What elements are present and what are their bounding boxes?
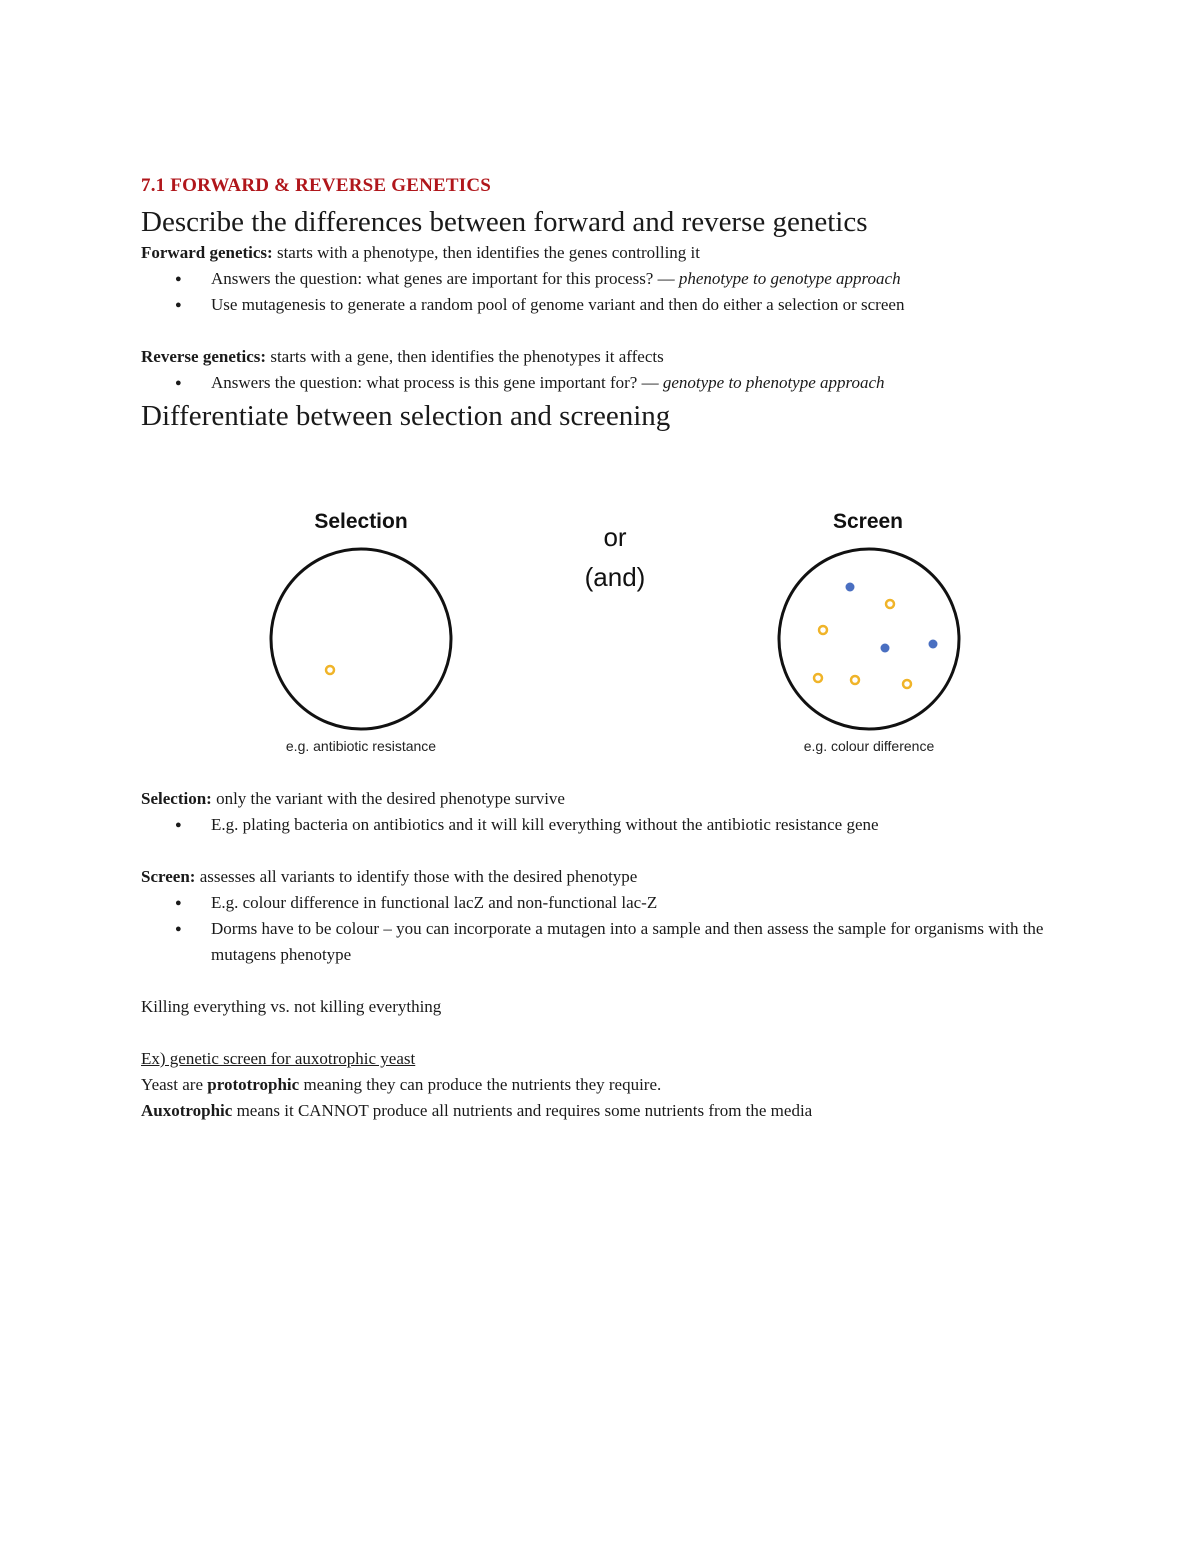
bullet-text: Use mutagenesis to generate a random pool of genome variant and then do either a selection or screen [211, 295, 905, 314]
lower-section [141, 786, 1061, 1124]
screen-caption: e.g. colour difference [803, 738, 935, 754]
heading-selection-screening: Differentiate between selection and screening [141, 400, 671, 432]
forward-genetics-text: starts with a phenotype, then identifies the genes controlling it [272, 243, 700, 262]
list-item: ● E.g. colour difference in functional lacZ and non-functional lac-Z [211, 890, 1061, 916]
selection-screen-diagram [260, 500, 980, 760]
bullet-italic: genotype to phenotype approach [662, 373, 885, 392]
colony-yellow [886, 600, 894, 608]
colony-blue [846, 583, 855, 592]
yeast-post: meaning they can produce the nutrients they require. [299, 1075, 662, 1094]
selection-title: Selection [314, 510, 408, 533]
list-item: ● Dorms have to be colour – you can incorporate a mutagen into a sample and then assess the sample for organisms with the mutagens phenotype [211, 916, 1061, 968]
selection-list [141, 812, 1061, 838]
selection-plate [271, 549, 451, 729]
reverse-genetics-paragraph [141, 344, 1061, 370]
forward-genetics-label: Forward genetics: [141, 243, 273, 262]
list-item [211, 370, 1061, 396]
colony-yellow [819, 626, 827, 634]
auxo-bold: Auxotrophic [141, 1101, 233, 1120]
bullet-text: Answers the question: what process is this gene important for? — [211, 373, 663, 392]
auxotrophic-paragraph [141, 1098, 1061, 1124]
screen-label: Screen: [141, 867, 196, 886]
and-label: (and) [584, 562, 646, 592]
reverse-genetics-text: starts with a gene, then identifies the phenotypes it affects [266, 347, 664, 366]
auxo-post: means it CANNOT produce all nutrients and requires some nutrients from the media [232, 1101, 813, 1120]
screen-text: assesses all variants to identify those with the desired phenotype [195, 867, 638, 886]
screen-list [141, 890, 1061, 968]
screen-plate [779, 549, 959, 729]
forward-genetics-list [141, 266, 1061, 318]
yeast-paragraph [141, 1072, 1061, 1098]
forward-genetics-paragraph [141, 240, 1061, 266]
screen-paragraph [141, 864, 1061, 890]
list-item [211, 292, 1061, 318]
killing-line: Killing everything vs. not killing everything [141, 997, 442, 1016]
colony-yellow [814, 674, 822, 682]
colony-yellow [851, 676, 859, 684]
or-label: or [603, 522, 627, 552]
example-title: Ex) genetic screen for auxotrophic yeast [141, 1049, 416, 1068]
document-page [141, 172, 1061, 434]
list-item: ● E.g. plating bacteria on antibiotics and it will kill everything without the antibiotic resistance gene [211, 812, 1061, 838]
bullet-italic: phenotype to genotype approach [678, 269, 901, 288]
list-item [211, 266, 1061, 292]
colony-yellow [326, 666, 334, 674]
bullet-text: Answers the question: what genes are important for this process? — [211, 269, 679, 288]
reverse-genetics-label: Reverse genetics: [141, 347, 267, 366]
reverse-genetics-list [141, 370, 1061, 396]
selection-label: Selection: [141, 789, 212, 808]
colony-yellow [903, 680, 911, 688]
colony-blue [881, 644, 890, 653]
yeast-pre: Yeast are [141, 1075, 208, 1094]
colony-blue [929, 640, 938, 649]
selection-paragraph [141, 786, 1061, 812]
selection-caption: e.g. antibiotic resistance [285, 738, 437, 754]
selection-text: only the variant with the desired phenotype survive [211, 789, 565, 808]
yeast-bold: prototrophic [207, 1075, 300, 1094]
screen-title: Screen [832, 510, 904, 533]
section-title: 7.1 FORWARD & REVERSE GENETICS [141, 175, 492, 196]
heading-forward-reverse: Describe the differences between forward and reverse genetics [141, 206, 868, 238]
